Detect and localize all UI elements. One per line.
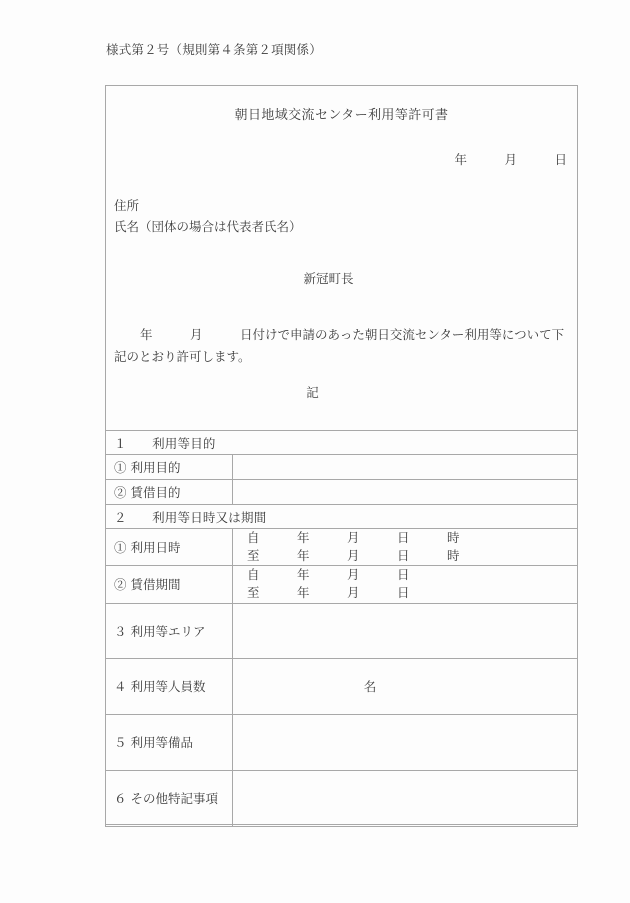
table-row-section2-heading <box>106 505 578 529</box>
table-row <box>106 566 578 603</box>
row-value-lease-purpose[interactable] <box>233 480 578 505</box>
name-label: 氏名（団体の場合は代表者氏名） <box>114 218 302 234</box>
row-value-headcount[interactable] <box>233 658 578 714</box>
row-label-remarks: ６ その他特記事項 <box>106 770 233 826</box>
row-value-use-area[interactable] <box>233 603 578 658</box>
row-label-use-datetime: ① 利用日時 <box>106 529 233 566</box>
ki-marker: 記 <box>306 385 319 400</box>
row-label-use-purpose: ① 利用目的 <box>106 455 233 480</box>
table-row-section1-heading <box>106 431 578 455</box>
row-label-use-area: ３ 利用等エリア <box>106 603 233 658</box>
issue-date-line: 年 月 日 <box>454 152 567 167</box>
address-label: 住所 <box>114 198 140 213</box>
document-header-block <box>106 86 577 430</box>
permit-body-text: 年 月 日付けで申請のあった朝日交流センター利用等について下記のとおり許可します。 <box>114 327 565 364</box>
lease-span-group <box>241 566 577 602</box>
permit-details-table <box>105 430 578 827</box>
row-value-lease-period[interactable] <box>233 566 578 603</box>
permit-document-frame <box>105 85 578 825</box>
use-datetime-to: 至 年 月 日 時 <box>247 548 460 564</box>
row-value-use-purpose[interactable] <box>233 455 578 480</box>
table-row <box>106 529 578 566</box>
row-value-use-datetime[interactable] <box>233 529 578 566</box>
addressee-block <box>114 196 302 237</box>
lease-period-from: 自 年 月 日 <box>247 567 410 583</box>
table-row <box>106 455 578 480</box>
datetime-span-group <box>241 529 577 565</box>
issuer-title: 新冠町長 <box>303 271 354 286</box>
section2-heading-cell <box>106 505 578 529</box>
row-label-headcount: ４ 利用等人員数 <box>106 658 233 714</box>
headcount-unit: 名 <box>363 679 377 694</box>
section1-heading-cell <box>106 431 578 455</box>
row-value-equipment[interactable] <box>233 714 578 770</box>
table-row <box>106 603 578 658</box>
table-row <box>106 770 578 826</box>
row-label-lease-purpose: ② 賃借目的 <box>106 480 233 505</box>
section2-heading-text: ２ 利用等日時又は期間 <box>114 509 267 525</box>
section1-heading-text: １ 利用等目的 <box>114 435 216 451</box>
lease-period-to: 至 年 月 日 <box>247 585 410 601</box>
row-label-lease-period: ② 賃借期間 <box>106 566 233 603</box>
row-value-remarks[interactable] <box>233 770 578 826</box>
row-label-equipment: ５ 利用等備品 <box>106 714 233 770</box>
form-number-label: 様式第２号（規則第４条第２項関係） <box>106 42 322 57</box>
table-row <box>106 480 578 505</box>
use-datetime-from: 自 年 月 日 時 <box>247 530 460 545</box>
table-row <box>106 714 578 770</box>
table-row <box>106 658 578 714</box>
document-title: 朝日地域交流センター利用等許可書 <box>234 108 449 123</box>
